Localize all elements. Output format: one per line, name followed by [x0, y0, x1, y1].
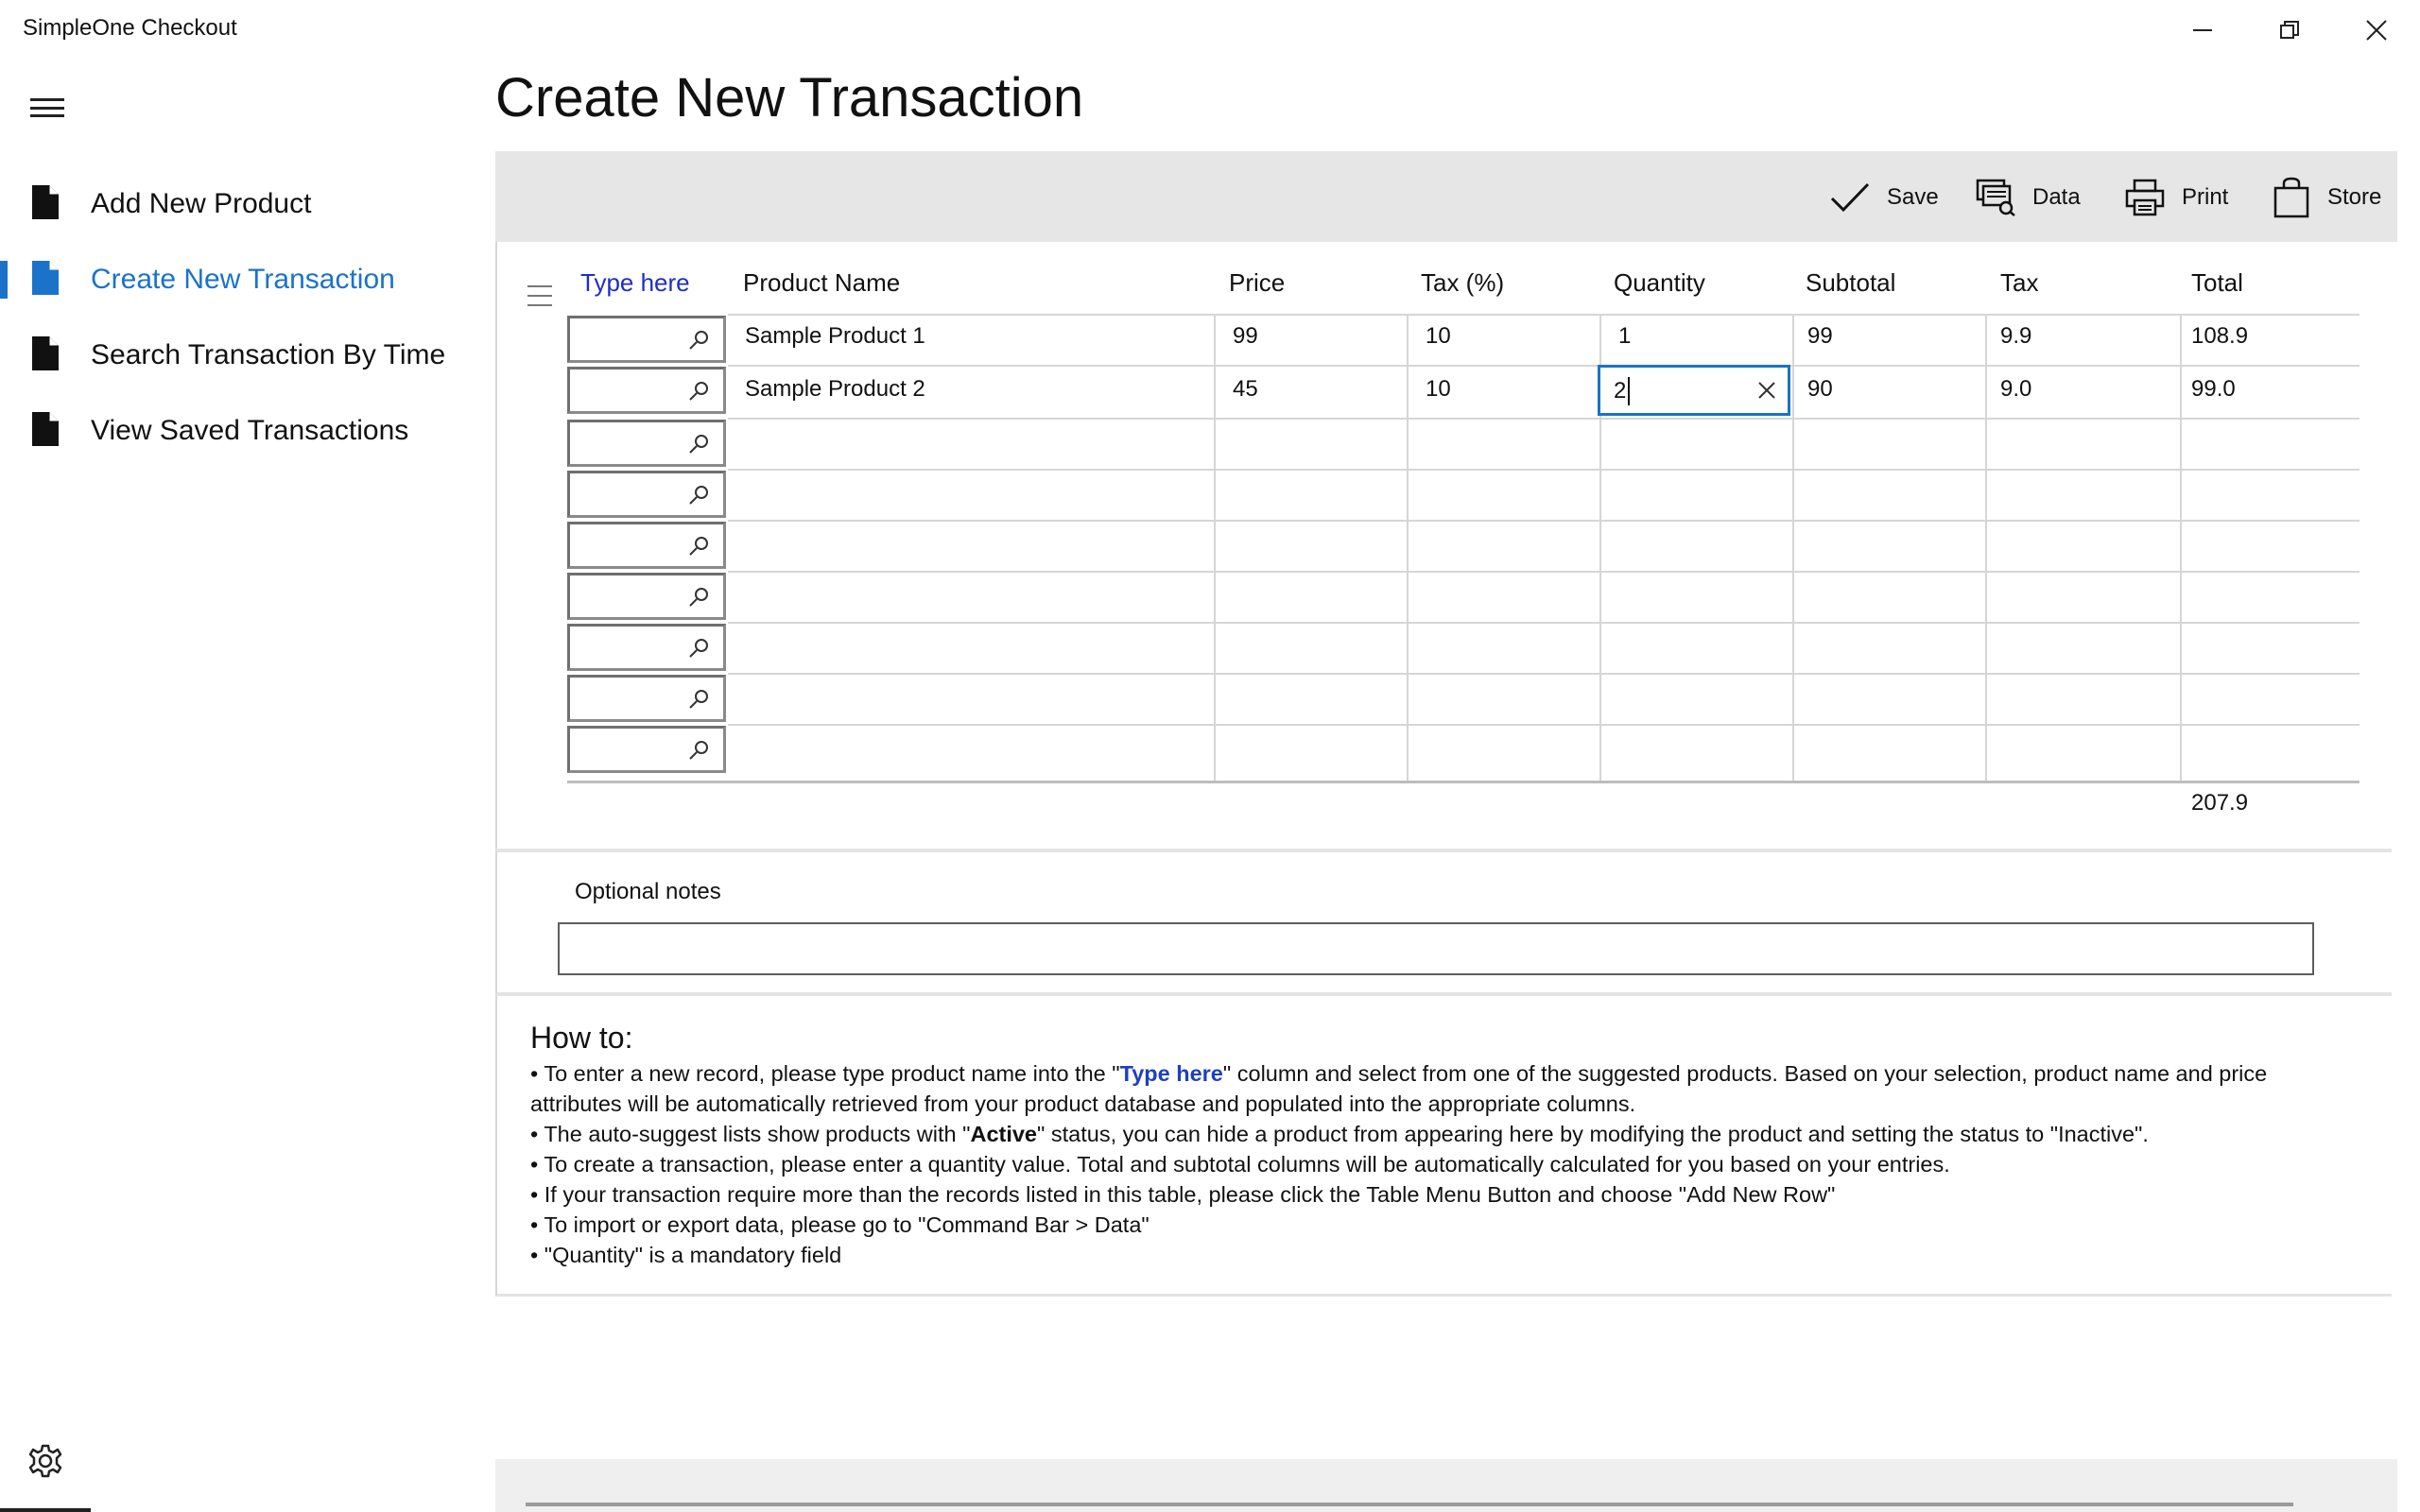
search-icon [687, 329, 710, 352]
howto-text: • To enter a new record, please type product name into the " [530, 1061, 1120, 1086]
hamburger-menu-button[interactable] [26, 91, 68, 125]
howto-text: " column and select from one of the suggested products. Based on your selection, product name and price attributes will be automatically retrieved from your product database and populated into the appropriate columns. [530, 1061, 2268, 1116]
search-icon [687, 688, 710, 711]
howto-title: How to: [530, 1021, 633, 1055]
header-tax: Tax [2000, 268, 2039, 297]
nav-item-search-transaction-by-time[interactable] [0, 318, 473, 393]
command-bar [495, 151, 2397, 242]
document-icon [32, 412, 59, 446]
active-keyword: Active [970, 1122, 1038, 1146]
text-caret [1628, 377, 1630, 405]
table-bottom-border [567, 781, 2360, 783]
howto-line: • "Quantity" is a mandatory field [530, 1243, 842, 1267]
settings-gear-icon[interactable] [28, 1444, 62, 1478]
howto-text: " status, you can hide a product from appearing here by modifying the product and setting the status to "Inactive". [1037, 1122, 2149, 1146]
menu-line [527, 304, 552, 306]
checkmark-icon [1830, 181, 1870, 214]
store-button[interactable] [2273, 176, 2381, 219]
type-here-link: Type here [1119, 1061, 1223, 1086]
cell-subtotal: 90 [1807, 376, 1833, 402]
restore-icon [2280, 21, 2299, 40]
close-icon [2366, 20, 2387, 41]
header-product-name: Product Name [743, 268, 901, 297]
header-subtotal: Subtotal [1806, 268, 1896, 297]
howto-text: • The auto-suggest lists show products with " [530, 1122, 971, 1146]
hamburger-line [30, 107, 64, 110]
row-divider [728, 314, 2360, 316]
howto-line: • To create a transaction, please enter a quantity value. Total and subtotal columns will be automatically calculated for you based on your entries. [530, 1152, 1950, 1177]
print-button[interactable] [2125, 176, 2228, 219]
menu-line [527, 285, 552, 287]
nav-item-label: Search Transaction By Time [91, 339, 446, 370]
howto-line: • If your transaction require more than the records listed in this table, please click the Table Menu Button and choose "Add New Row" [530, 1182, 1836, 1207]
minimize-button[interactable] [2159, 0, 2246, 60]
header-total: Total [2191, 268, 2243, 297]
type-here-input[interactable] [567, 471, 726, 518]
horizontal-scrollbar[interactable] [526, 1503, 2293, 1506]
howto-instructions [530, 1058, 2355, 1270]
header-tax-percent: Tax (%) [1421, 268, 1505, 297]
document-icon [32, 185, 59, 219]
cell-product-name: Sample Product 1 [745, 323, 925, 349]
column-divider [1985, 314, 1987, 782]
search-icon [687, 739, 710, 762]
grand-total: 207.9 [2191, 790, 2249, 816]
document-icon [32, 261, 59, 295]
row-divider [728, 365, 2360, 367]
row-divider [728, 571, 2360, 573]
row-divider [728, 469, 2360, 471]
row-divider [728, 520, 2360, 522]
document-icon [32, 336, 59, 370]
search-icon [687, 535, 710, 558]
nav-item-add-new-product[interactable] [0, 166, 473, 242]
type-here-input[interactable] [567, 726, 726, 773]
type-here-input[interactable] [567, 675, 726, 722]
howto-line [530, 1119, 2355, 1149]
hamburger-line [30, 114, 64, 117]
howto-line: • To import or export data, please go to "Command Bar > Data" [530, 1212, 1150, 1237]
quantity-input[interactable] [1598, 365, 1790, 416]
search-icon [687, 586, 710, 609]
type-here-input[interactable] [567, 573, 726, 620]
search-icon [687, 433, 710, 455]
quantity-input-value: 2 [1614, 378, 1627, 404]
nav-item-create-new-transaction[interactable] [0, 242, 473, 318]
app-title: SimpleOne Checkout [23, 15, 237, 41]
row-divider [728, 724, 2360, 726]
column-divider [1792, 314, 1794, 782]
pane-divider [0, 1508, 91, 1512]
type-here-input[interactable] [567, 316, 726, 363]
cell-tax-percent[interactable]: 10 [1426, 323, 1451, 349]
shopping-bag-icon [2273, 177, 2310, 218]
close-button[interactable] [2333, 0, 2420, 60]
header-quantity: Quantity [1614, 268, 1705, 297]
data-button[interactable] [1976, 176, 2081, 219]
nav-item-label: Add New Product [91, 188, 312, 219]
header-type-here[interactable]: Type here [580, 268, 690, 297]
minimize-icon [2193, 21, 2212, 40]
selection-indicator [0, 261, 8, 299]
clear-icon[interactable] [1755, 379, 1778, 402]
data-icon [1976, 179, 2015, 216]
cell-subtotal: 99 [1807, 323, 1833, 349]
notes-label: Optional notes [575, 879, 721, 904]
row-divider [728, 622, 2360, 624]
table-menu-button[interactable] [527, 285, 552, 306]
page-title: Create New Transaction [495, 67, 1084, 129]
cell-price[interactable]: 45 [1233, 376, 1258, 402]
store-label: Store [2327, 184, 2382, 210]
nav-item-view-saved-transactions[interactable] [0, 393, 473, 469]
column-divider [2180, 314, 2182, 782]
cell-price[interactable]: 99 [1233, 323, 1258, 349]
row-divider [728, 418, 2360, 420]
nav-item-label: Create New Transaction [91, 264, 395, 295]
type-here-input[interactable] [567, 522, 726, 569]
cell-product-name: Sample Product 2 [745, 376, 925, 402]
type-here-input[interactable] [567, 367, 726, 414]
cell-total: 99.0 [2191, 376, 2236, 402]
cell-tax: 9.0 [2000, 376, 2032, 402]
search-icon [687, 637, 710, 660]
save-button[interactable] [1830, 176, 1939, 219]
cell-tax: 9.9 [2000, 323, 2032, 349]
menu-line [527, 295, 552, 297]
cell-tax-percent[interactable]: 10 [1426, 376, 1451, 402]
column-divider [1407, 314, 1409, 782]
header-price: Price [1229, 268, 1286, 297]
cell-quantity[interactable]: 1 [1618, 323, 1632, 349]
nav-item-label: View Saved Transactions [91, 415, 409, 446]
howto-line [530, 1058, 2355, 1119]
print-label: Print [2182, 184, 2229, 210]
notes-input[interactable] [558, 922, 2314, 975]
hamburger-line [30, 98, 64, 101]
search-icon [687, 380, 710, 403]
column-divider [1214, 314, 1216, 782]
type-here-input[interactable] [567, 624, 726, 671]
save-label: Save [1887, 184, 1939, 210]
row-divider [728, 673, 2360, 675]
cell-total: 108.9 [2191, 323, 2249, 349]
data-label: Data [2032, 184, 2081, 210]
type-here-input[interactable] [567, 420, 726, 467]
printer-icon [2125, 179, 2165, 216]
restore-button[interactable] [2246, 0, 2333, 60]
search-icon [687, 484, 710, 507]
